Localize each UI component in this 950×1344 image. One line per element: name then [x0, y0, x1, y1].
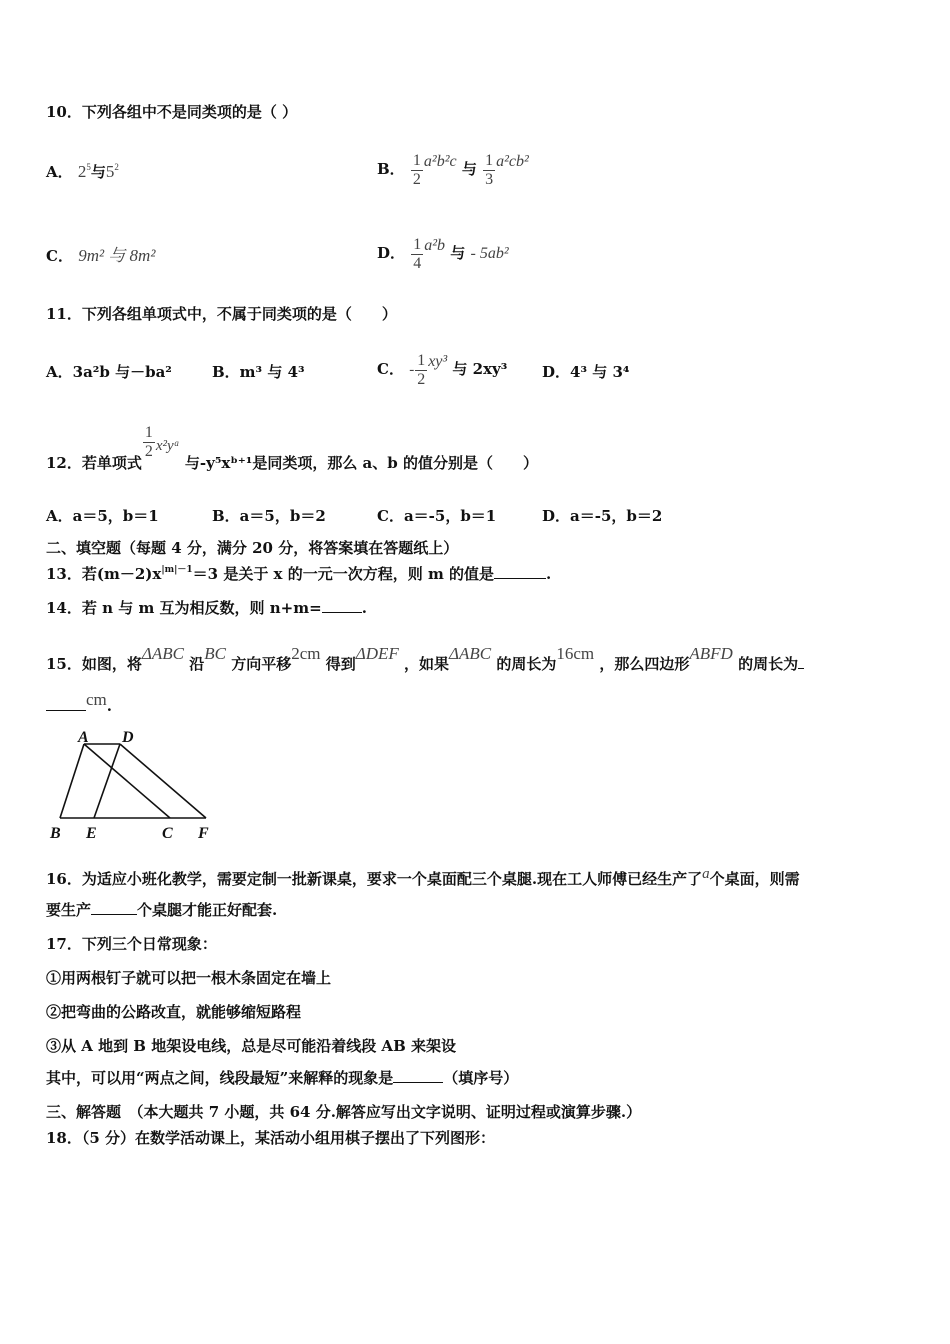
q10-d-right: - 5ab² — [470, 245, 509, 262]
q15-line1 — [46, 634, 804, 684]
q15-p8: 的周长为 — [738, 655, 799, 673]
q10-a-right: 5 — [105, 162, 115, 181]
q10-b-frac2-den: 3 — [485, 170, 494, 188]
q11-c-term: xy³ — [428, 353, 448, 370]
q17-ask-prefix: 其中，可以用“两点之间，线段最短”来解释的现象是 — [46, 1069, 394, 1087]
q12-option-b: B．a＝5，b＝2 — [212, 507, 326, 525]
q15-line2 — [46, 690, 112, 716]
q12-option-c: C．a＝-5，b＝1 — [377, 507, 497, 525]
q10-d-frac-den: 4 — [413, 254, 422, 272]
q15-p1: 15．如图，将 — [46, 655, 142, 673]
q12-frac-num: 1 — [144, 424, 153, 441]
q14-answer-blank[interactable] — [322, 598, 362, 613]
q10-a-left-exp: 5 — [86, 162, 91, 172]
q15-p3: 方向平移 — [231, 655, 292, 673]
q10-a-left: 2 — [77, 162, 87, 181]
q17-item3: ③从 A 地到 B 地架设电线，总是尽可能沿着线段 AB 来架设 — [46, 1037, 456, 1055]
q10-a-mid: 与 — [90, 163, 106, 181]
q15-answer-blank[interactable] — [46, 696, 86, 711]
q16-var: a — [702, 866, 710, 882]
q12-stem — [46, 424, 538, 485]
q16-line2 — [46, 900, 277, 920]
q17-ask-suffix: （填序号） — [443, 1069, 519, 1087]
q11-c-frac-num: 1 — [417, 351, 426, 369]
q17-answer-blank[interactable] — [393, 1068, 443, 1083]
q12-option-a: A．a＝5，b＝1 — [46, 507, 159, 525]
q15-unit: cm — [86, 690, 107, 709]
segment-AC — [84, 744, 170, 818]
q10-b-term1: a²b²c — [423, 153, 457, 170]
q10-d-term: a²b — [424, 237, 446, 254]
q10-option-c — [46, 244, 155, 268]
q16-line2-prefix: 要生产 — [46, 901, 92, 919]
q10-d-frac-num: 1 — [413, 235, 422, 253]
q11-option-d: D．4³ 与 3⁴ — [542, 363, 630, 381]
q15-p2: 沿 — [189, 655, 205, 673]
translation-figure — [44, 726, 220, 844]
q12-option-d: D．a＝-5，b＝2 — [542, 507, 663, 525]
q13 — [46, 564, 551, 584]
q15-m5: ΔABC — [449, 644, 492, 663]
label-D: D — [122, 729, 134, 746]
q17-question — [46, 1068, 518, 1088]
label-B: B — [50, 825, 61, 842]
q15-m1: ΔABC — [141, 644, 184, 663]
q10-b-frac2-num: 1 — [485, 151, 494, 169]
q10-b-mid: 与 — [461, 160, 477, 178]
q13-end: . — [546, 565, 552, 583]
q10-c-text: 9m² 与 8m² — [78, 246, 156, 265]
q10-a-label: A． — [46, 163, 73, 181]
q15-m4: ΔDEF — [355, 644, 399, 663]
q16-line1 — [46, 864, 800, 889]
section-3-heading: 三、解答题 （本大题共 7 小题，共 64 分.解答应写出文字说明、证明过程或演算步骤.） — [46, 1103, 642, 1121]
q10-b-label: B． — [377, 160, 405, 178]
q15-p5: ，如果 — [404, 655, 450, 673]
label-F: F — [198, 825, 209, 842]
q12-stem-suffix: 与-y⁵xᵇ⁺¹是同类项，那么 a、b 的值分别是（ ） — [184, 454, 538, 472]
q18-stem: 18．（5 分）在数学活动课上，某活动小组用棋子摆出了下列图形： — [46, 1129, 496, 1147]
q11-c-frac-den: 2 — [417, 370, 426, 388]
q14-end: . — [361, 599, 367, 617]
q10-c-label: C． — [46, 247, 73, 265]
q15-m6: 16cm — [556, 644, 595, 663]
q10-b-term2: a²cb² — [496, 153, 529, 170]
q15-m3: 2cm — [291, 644, 321, 663]
q13-answer-blank[interactable] — [494, 564, 546, 579]
q12-term: x²yᵃ — [155, 438, 180, 454]
q11-stem: 11．下列各组单项式中，不属于同类项的是（ ） — [46, 305, 397, 323]
q11-c-tail: 与 2xy³ — [452, 360, 508, 378]
q15-p7: ，那么四边形 — [599, 655, 690, 673]
q10-option-a — [46, 160, 119, 184]
segment-DF — [120, 744, 206, 818]
q12-frac-den: 2 — [144, 443, 153, 460]
q10-d-label: D． — [377, 244, 406, 262]
q17-stem: 17．下列三个日常现象： — [46, 935, 217, 953]
q10-a-right-exp: 2 — [114, 162, 119, 172]
q10-b-frac-den: 2 — [412, 170, 421, 188]
label-C: C — [162, 825, 173, 842]
label-E: E — [86, 825, 97, 842]
q14 — [46, 598, 367, 618]
q15-m7: ABFD — [689, 644, 733, 663]
q10-d-mid: 与 — [450, 244, 466, 262]
q10-option-b — [377, 140, 529, 191]
q10-stem: 10．下列各组中不是同类项的是（ ） — [46, 103, 298, 121]
q13-exponent: |m|－1 — [161, 565, 193, 575]
label-A: A — [78, 729, 89, 746]
q13-suffix: ＝3 是关于 x 的一元一次方程，则 m 的值是 — [192, 565, 495, 583]
q11-option-c — [377, 340, 507, 392]
q12-stem-prefix: 12．若单项式 — [46, 454, 142, 472]
q16-line1-suffix: 个桌面，则需 — [709, 870, 800, 888]
q17-item1: ①用两根钉子就可以把一根木条固定在墙上 — [46, 969, 332, 987]
section-2-heading: 二、填空题（每题 4 分，满分 20 分，将答案填在答题纸上） — [46, 539, 459, 557]
q16-line2-suffix: 个桌腿才能正好配套. — [137, 901, 278, 919]
q10-b-frac-num: 1 — [412, 151, 421, 169]
q11-option-a: A．3a²b 与－ba² — [46, 363, 172, 381]
q15-answer-blank-start[interactable] — [798, 654, 804, 669]
q16-answer-blank[interactable] — [91, 900, 137, 915]
q16-line1-prefix: 16．为适应小班化教学，需要定制一批新课桌，要求一个桌面配三个桌腿.现在工人师傅已经生产了 — [46, 870, 703, 888]
q14-text: 14．若 n 与 m 互为相反数，则 n+m= — [46, 599, 322, 617]
q15-end: . — [106, 697, 113, 715]
q17-item2: ②把弯曲的公路改直，就能够缩短路程 — [46, 1003, 302, 1021]
q13-prefix: 13．若(m－2)x — [46, 565, 162, 583]
q15-p6: 的周长为 — [496, 655, 557, 673]
q11-c-label: C． — [377, 360, 404, 378]
segment-AB — [60, 744, 84, 818]
q10-option-d — [377, 224, 509, 276]
q11-c-sign: - — [409, 362, 415, 378]
q15-m2: BC — [204, 644, 226, 663]
q15-p4: 得到 — [325, 655, 356, 673]
q11-option-b: B．m³ 与 4³ — [212, 363, 305, 381]
